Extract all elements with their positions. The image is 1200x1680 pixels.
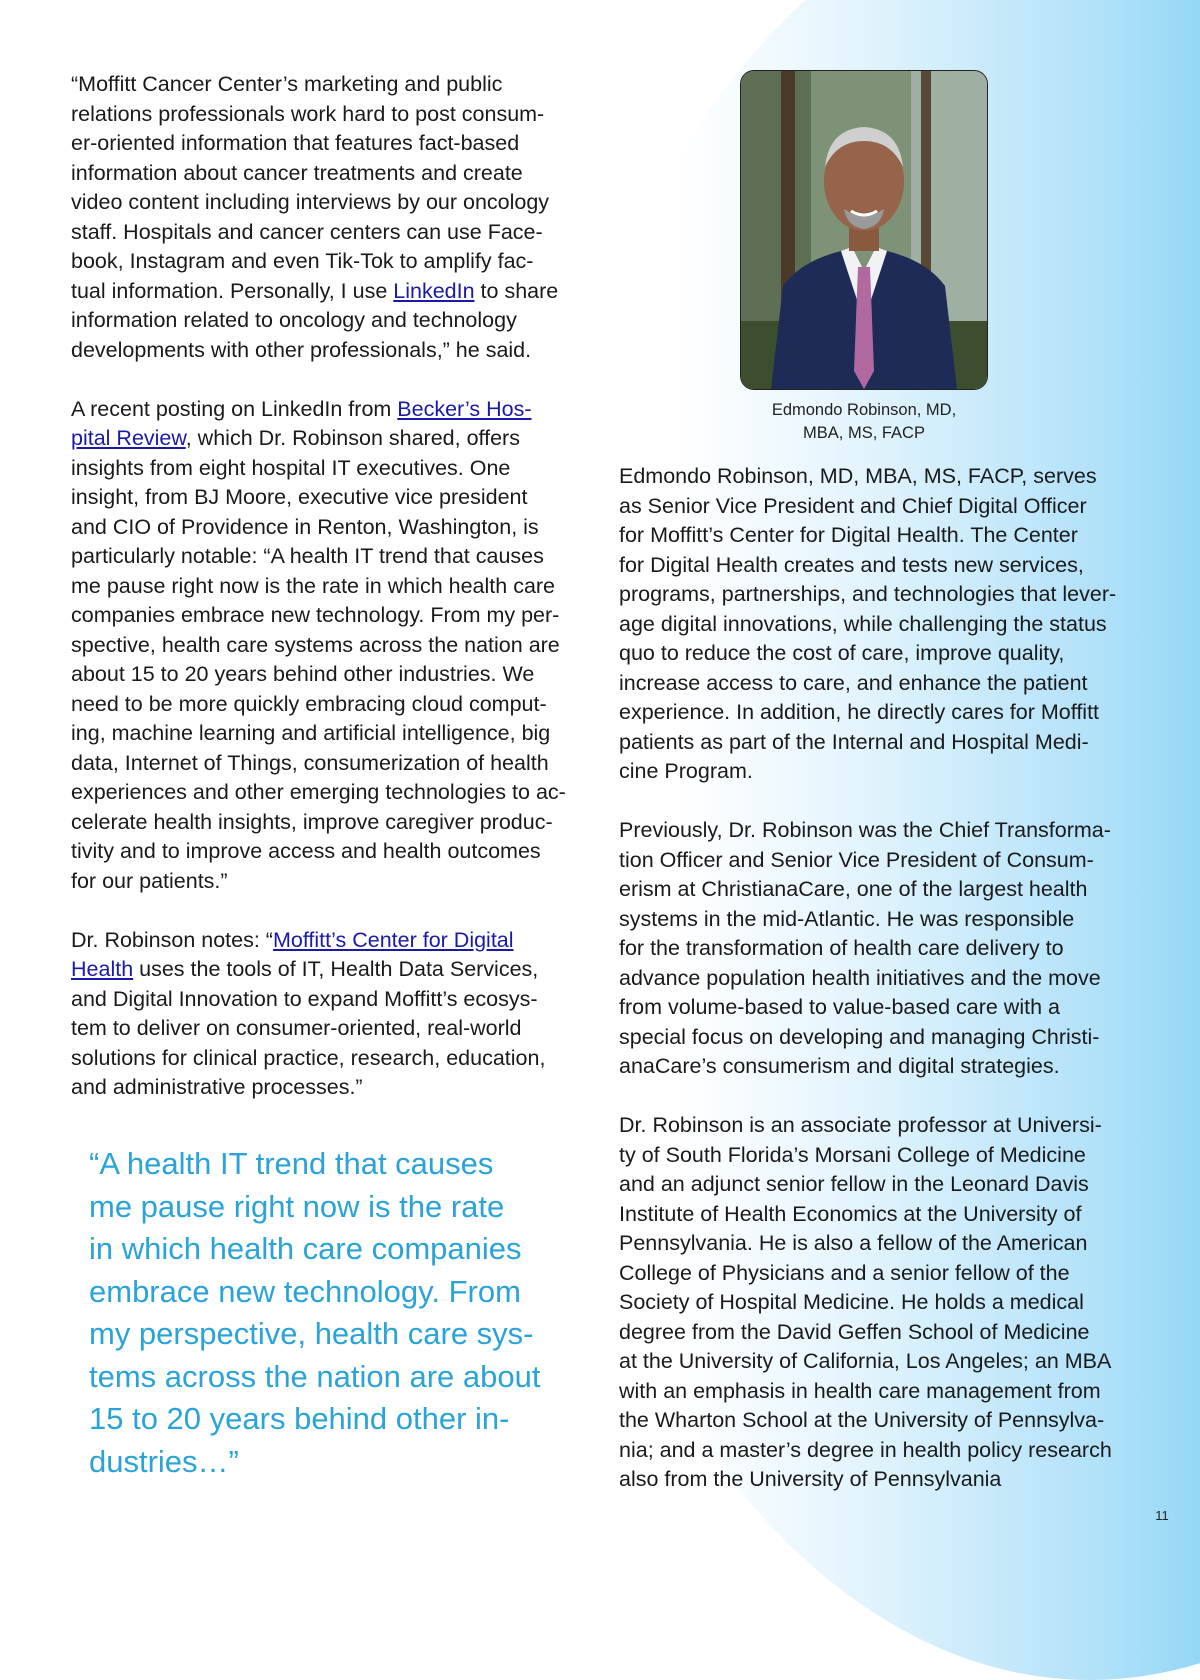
linkedin-link[interactable]: LinkedIn [393, 278, 475, 303]
paragraph-robinson-education: Dr. Robinson is an associate professor at Universi- ty of South Florida’s Morsani College of Medicine and an adjunct senior fellow in the Leonard Davis Institute of Health Economics at the University of Pennsylvania. He is also a fellow of the American College of Physicians and a senior fellow of the Society of Hospital Medicine. He holds a medical degree from the David Geffen School of Medicine at the University of California, Los Angeles; an MBA with an emphasis in health care management from the Wharton School at the University of Pennsylva- nia; and a master’s degree in health policy research also from the University of Pennsylvania [619, 1113, 1112, 1491]
paragraph-moffitt-marketing: “Moffitt Cancer Center’s marketing and public relations professionals work hard to post consum- er-oriented information that features fact-based information about cancer treatments and create video content including interviews by our oncology staff. Hospitals and cancer centers can use Face- book, Instagram and even Tik-Tok to amplify fac- tual information. Personally, I use LinkedIn to share information related to oncology and technology developments with other professionals,” he said. [71, 72, 559, 362]
left-column [71, 70, 591, 1132]
beckers-hospital-review-link[interactable]: Becker’s Hos- pital Review [71, 396, 532, 450]
paragraph-beckers-posting: A recent posting on LinkedIn from Becker’s Hos- pital Review, which Dr. Robinson shared, offers insights from eight hospital IT executives. One insight, from BJ Moore, executive vice president and CIO of Providence in Renton, Washington, is particularly notable: “A health IT trend that causes me pause right now is the rate in which health care companies embrace new technology. From my per- spective, health care systems across the nation are about 15 to 20 years behind other industries. We need to be more quickly embracing cloud comput- ing, machine learning and artificial intelligence, big data, Internet of Things, consumerization of health experiences and other emerging technologies to ac- celerate health insights, improve caregiver produc- tivity and to improve access and health outcomes for our patients.” [71, 396, 566, 893]
page-number: 11 [1155, 1508, 1169, 1523]
portrait-photo [740, 70, 988, 390]
portrait-illustration [741, 71, 987, 389]
moffitt-center-digital-health-link[interactable]: Moffitt’s Center for Digital Health [71, 927, 514, 981]
right-column [619, 462, 1149, 1524]
pull-quote: “A health IT trend that causes me pause right now is the rate in which health care companies embrace new technology. From my perspective, health care sys- tems across the nation are about 15 to 20 years behind other in- dustries…” [89, 1146, 541, 1479]
paragraph-robinson-role: Edmondo Robinson, MD, MBA, MS, FACP, serves as Senior Vice President and Chief Digital Officer for Moffitt’s Center for Digital Health. The Center for Digital Health creates and tests new services, programs, partnerships, and technologies that lever- age digital innovations, while challenging the status quo to reduce the cost of care, improve quality, increase access to care, and enhance the patient experience. In addition, he directly cares for Moffitt patients as part of the Internal and Hospital Medi- cine Program. [619, 464, 1117, 783]
photo-caption: Edmondo Robinson, MD, MBA, MS, FACP [771, 401, 957, 442]
paragraph-robinson-notes: Dr. Robinson notes: “Moffitt’s Center for Digital Health uses the tools of IT, Health Data Services, and Digital Innovation to expand Moffitt’s ecosys- tem to deliver on consumer-oriented, real-world solutions for clinical practice, research, education, and administrative processes.” [71, 927, 546, 1099]
paragraph-robinson-previous: Previously, Dr. Robinson was the Chief Transforma- tion Officer and Senior Vice President of Consum- erism at ChristianaCare, one of the largest health systems in the mid-Atlantic. He was responsible for the transformation of health care delivery to advance population health initiatives and the move from volume-based to value-based care with a special focus on developing and managing Christi- anaCare’s consumerism and digital strategies. [619, 818, 1111, 1078]
